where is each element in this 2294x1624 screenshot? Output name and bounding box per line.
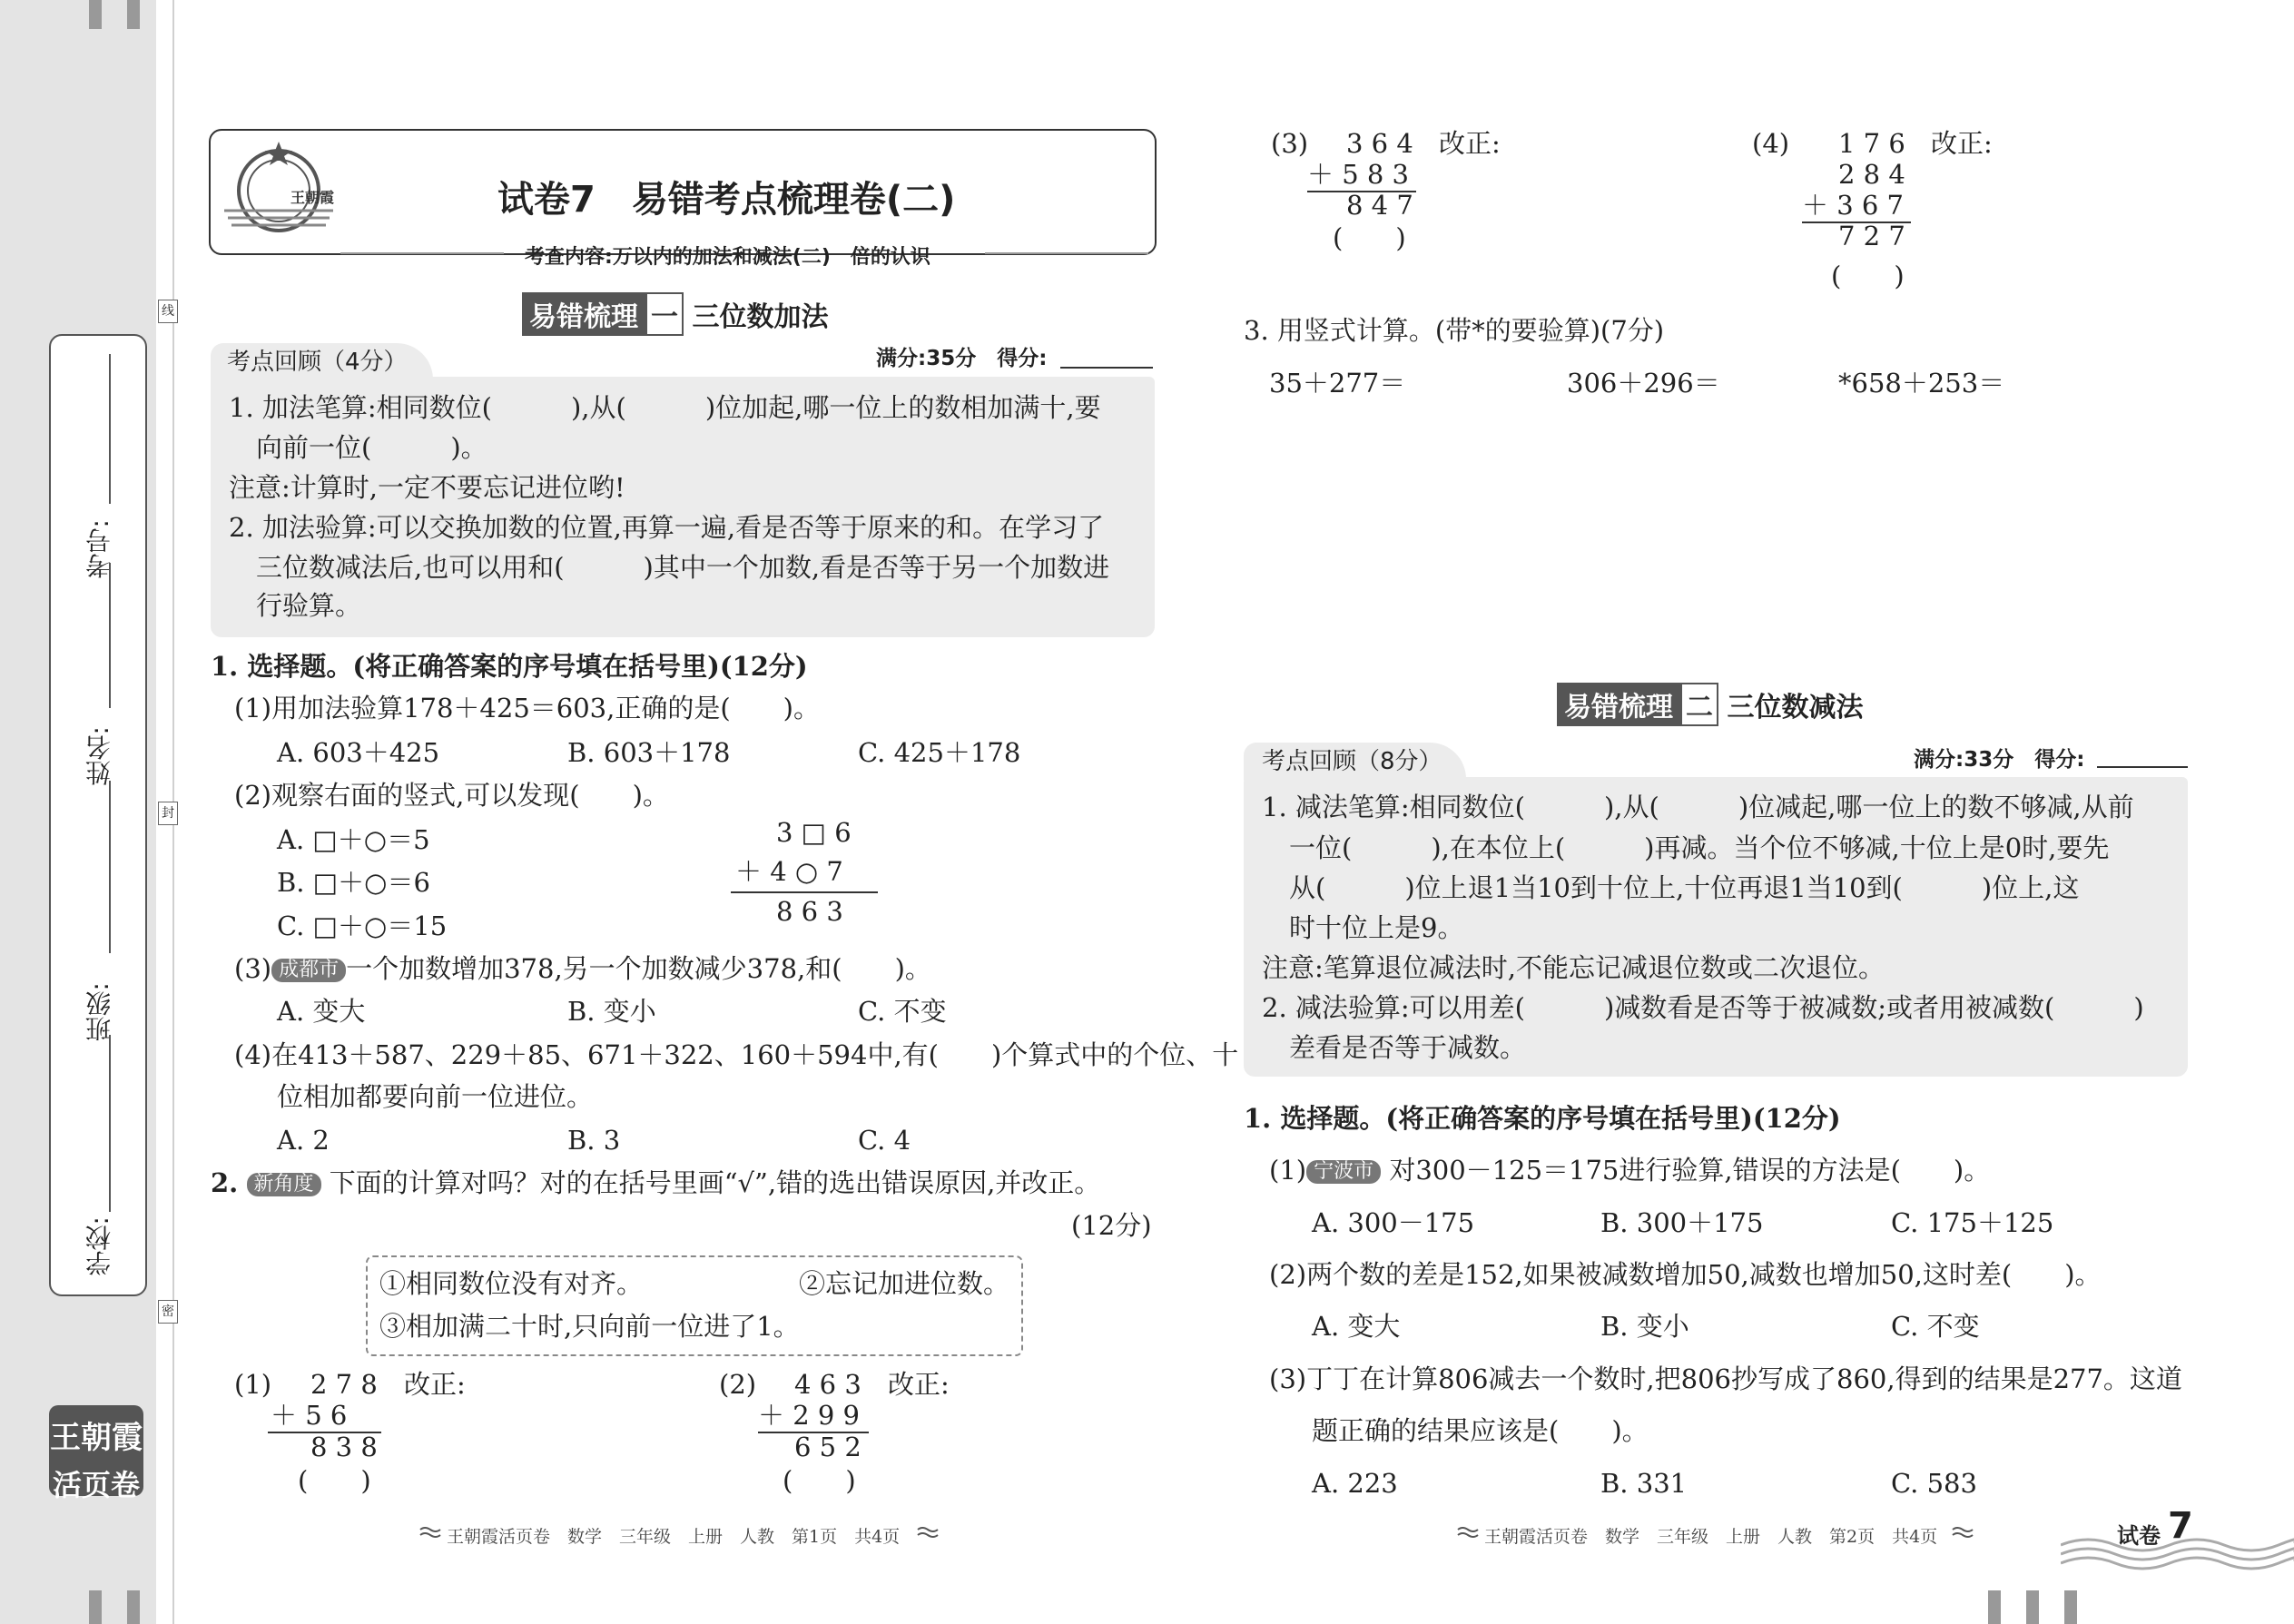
question-item: 位相加都要向前一位进位。 (277, 1081, 594, 1112)
question-item: (2)观察右面的竖式,可以发现( )。 (234, 780, 669, 811)
calc-line (731, 891, 878, 893)
option[interactable]: A. 300－175 (1312, 1207, 1475, 1238)
exam-number: 7 (2168, 1505, 2193, 1547)
calc-label: (4) (1752, 128, 1790, 159)
review-line: 2. 加法验算:可以交换加数的位置,再算一遍,看是否等于原来的和。在学习了 (229, 512, 1105, 543)
region-badge: 成都市 (271, 959, 346, 982)
review-label: 考点回顾（8分） (1262, 748, 1442, 775)
option[interactable]: B. 3 (567, 1125, 621, 1156)
option[interactable]: C. 175＋125 (1891, 1207, 2054, 1238)
review-line: 1. 加法笔算:相同数位( ),从( )位加起,哪一位上的数相加满十,要 (229, 392, 1101, 423)
option[interactable]: A. 603＋425 (277, 737, 440, 768)
vertical-calc: 2 8 4 (1838, 159, 1905, 190)
option[interactable]: B. 331 (1600, 1468, 1688, 1499)
fix-label: 改正: (1439, 128, 1501, 159)
vertical-calc: 3 6 4 (1346, 128, 1413, 159)
score-label: 满分:35分 得分: (876, 347, 1048, 370)
option[interactable]: C. 583 (1891, 1468, 1977, 1499)
logo-text: 王朝霞 (290, 189, 335, 206)
seal-mark-seal: 封 (158, 802, 178, 825)
divider-line (985, 252, 1148, 254)
option[interactable]: C. □＋○＝15 (277, 910, 448, 941)
option[interactable]: C. 425＋178 (858, 737, 1021, 768)
calc-expression: *658＋253＝ (1838, 368, 2005, 399)
section-tag: 易错梳理 (1557, 683, 1680, 726)
vertical-calc: ＋ 5 6 (271, 1400, 348, 1431)
review-line: 注意:笔算退位减法时,不能忘记减退位数或二次退位。 (1262, 952, 1885, 983)
review-line: 行验算。 (256, 590, 362, 621)
score-blank[interactable] (1060, 367, 1153, 369)
crop-mark (89, 0, 102, 29)
brand-line2: 活页卷 (52, 1468, 140, 1502)
school-label: 学校: (84, 1216, 114, 1276)
review-line: 向前一位( )。 (256, 432, 487, 463)
question-item: (3)丁丁在计算806减去一个数时,把806抄写成了860,得到的结果是277。这道 (1269, 1363, 2182, 1394)
exam-number-field[interactable] (109, 354, 111, 504)
crop-mark (1988, 1590, 2001, 1624)
class-label: 班级: (84, 982, 114, 1042)
crop-mark (127, 1590, 140, 1624)
question-title: 1. 选择题。(将正确答案的序号填在括号里)(12分) (211, 651, 808, 682)
reason-item: ③相加满二十时,只向前一位进了1。 (379, 1311, 800, 1342)
calc-expression: 306＋296＝ (1567, 368, 1720, 399)
option[interactable]: C. 4 (858, 1125, 911, 1156)
name-field[interactable] (109, 781, 111, 953)
seal-mark-line: 线 (158, 300, 178, 323)
exam-number-label: 考号: (84, 519, 114, 579)
calc-label: (2) (719, 1369, 757, 1400)
vertical-calc: 1 7 6 (1838, 128, 1905, 159)
item-text: 一个加数增加378,另一个加数减少378,和( )。 (346, 953, 931, 984)
reason-item: ②忘记加进位数。 (799, 1268, 1010, 1299)
review-line: 1. 减法笔算:相同数位( ),从( )位减起,哪一位上的数不够减,从前 (1262, 792, 2134, 822)
question-item: (2)两个数的差是152,如果被减数增加50,减数也增加50,这时差( )。 (1269, 1259, 2102, 1290)
question-item: 题正确的结果应该是( )。 (1312, 1415, 1649, 1446)
option[interactable]: A. 223 (1312, 1468, 1398, 1499)
review-line: 差看是否等于减数。 (1289, 1032, 1527, 1063)
crop-mark (2026, 1590, 2039, 1624)
score-blank[interactable] (2097, 766, 2188, 768)
crop-mark (2064, 1590, 2077, 1624)
fix-label: 改正: (404, 1369, 466, 1400)
question-item: (4)在413＋587、229＋85、671＋322、160＋594中,有( )个算式中的个位、十 (234, 1039, 1239, 1070)
option[interactable]: C. 不变 (1891, 1311, 1980, 1342)
vertical-calc: ＋ 2 9 9 (758, 1400, 861, 1431)
option[interactable]: C. 不变 (858, 996, 947, 1027)
section-title: 三位数减法 (1727, 692, 1864, 723)
calc-label: (1) (234, 1369, 272, 1400)
new-angle-badge: 新角度 (247, 1173, 321, 1196)
seal-mark-secret: 密 (158, 1300, 178, 1324)
crop-mark (89, 1590, 102, 1624)
answer-paren[interactable]: ( ) (298, 1465, 371, 1496)
vertical-calc: ＋ 3 6 7 (1802, 190, 1905, 221)
wave-icon (1457, 1525, 1479, 1540)
question-item: (1)用加法验算178＋425＝603,正确的是( )。 (234, 693, 820, 723)
divider-line (109, 563, 111, 708)
answer-paren[interactable]: ( ) (783, 1465, 856, 1496)
option[interactable]: B. 变小 (1600, 1311, 1689, 1342)
vertical-calc: 2 7 8 (310, 1369, 378, 1400)
exam-label: 试卷 (2117, 1523, 2161, 1549)
option[interactable]: A. 变大 (277, 996, 366, 1027)
review-line: 一位( ),在本位上( )再减。当个位不够减,十位上是0时,要先 (1289, 832, 2110, 863)
calc-expression: 35＋277＝ (1269, 368, 1406, 399)
option[interactable]: A. 2 (277, 1125, 330, 1156)
item-prefix: 2. (211, 1167, 239, 1198)
brand-logo (49, 1405, 143, 1502)
section-heading-2 (1557, 683, 1864, 726)
vertical-calc: 8 3 8 (310, 1432, 378, 1462)
option[interactable]: B. □＋○＝6 (277, 867, 430, 898)
vertical-calc: 3 □ 6 (776, 817, 852, 848)
page-footer: 王朝霞活页卷 数学 三年级 上册 人教 第2页 共4页 (1484, 1527, 1938, 1547)
vertical-calc: 6 5 2 (794, 1432, 861, 1462)
answer-paren[interactable]: ( ) (1831, 261, 1905, 291)
item-text: 下面的计算对吗？对的在括号里画“√”,错的选出错误原因,并改正。 (329, 1167, 1101, 1198)
question-title (211, 1167, 1101, 1198)
wave-icon (917, 1525, 939, 1540)
item-prefix: (1) (1269, 1155, 1307, 1186)
question-title: 3. 用竖式计算。(带*的要验算)(7分) (1244, 315, 1665, 346)
page-title: 试卷7 易错考点梳理卷(二) (497, 179, 956, 221)
section-num: 一 (645, 292, 684, 336)
section-tag: 易错梳理 (522, 292, 645, 336)
divider-line (340, 252, 504, 254)
page-subtitle: 考查内容:万以内的加法和减法(二) 倍的认识 (525, 246, 930, 269)
section-num: 二 (1680, 683, 1718, 726)
reason-item: ①相同数位没有对齐。 (379, 1268, 644, 1299)
wave-icon (419, 1525, 441, 1540)
wave-icon (1952, 1525, 1974, 1540)
vertical-calc: 8 4 7 (1346, 190, 1413, 221)
option[interactable]: B. 300＋175 (1600, 1207, 1764, 1238)
points-label: (12分) (1071, 1210, 1152, 1241)
option[interactable]: B. 603＋178 (567, 737, 731, 768)
question-title: 1. 选择题。(将正确答案的序号填在括号里)(12分) (1244, 1103, 1841, 1134)
review-label: 考点回顾（4分） (227, 349, 408, 376)
vertical-calc: ＋ 4 ○ 7 (735, 856, 843, 887)
score-label: 满分:33分 得分: (1914, 748, 2085, 772)
region-badge: 宁波市 (1306, 1160, 1381, 1184)
section-title: 三位数加法 (692, 301, 829, 333)
review-line: 时十位上是9。 (1289, 912, 1464, 943)
page-footer: 王朝霞活页卷 数学 三年级 上册 人教 第1页 共4页 (447, 1527, 901, 1547)
review-line: 注意:计算时,一定不要忘记进位哟! (229, 472, 625, 503)
brand-line1: 王朝霞 (50, 1420, 143, 1456)
student-info-box (49, 334, 147, 1296)
item-text: 对300－125＝175进行验算,错误的方法是( )。 (1389, 1155, 1991, 1186)
item-prefix: (3) (234, 953, 272, 984)
fix-label: 改正: (888, 1369, 950, 1400)
fix-label: 改正: (1931, 128, 1993, 159)
review-line: 从( )位上退1当10到十位上,十位再退1当10到( )位上,这 (1289, 872, 2080, 903)
calc-label: (3) (1271, 128, 1309, 159)
vertical-calc: 4 6 3 (794, 1369, 861, 1400)
option[interactable]: B. 变小 (567, 996, 656, 1027)
vertical-calc: 8 6 3 (776, 896, 843, 927)
answer-paren[interactable]: ( ) (1333, 222, 1406, 253)
name-label: 姓名: (84, 726, 114, 786)
review-line: 2. 减法验算:可以用差( )减数看是否等于被减数;或者用被减数( ) (1262, 992, 2144, 1023)
vertical-calc: 7 2 7 (1838, 221, 1905, 251)
option[interactable]: A. 变大 (1312, 1311, 1401, 1342)
question-item (234, 953, 931, 984)
review-line: 三位数减法后,也可以用和( )其中一个加数,看是否等于另一个加数进 (256, 552, 1110, 583)
vertical-calc: ＋ 5 8 3 (1307, 159, 1410, 190)
option[interactable]: A. □＋○＝5 (277, 824, 430, 855)
section-heading-1 (522, 292, 829, 336)
class-field[interactable] (109, 1035, 111, 1212)
question-item (1269, 1157, 1990, 1184)
crop-mark (127, 0, 140, 29)
